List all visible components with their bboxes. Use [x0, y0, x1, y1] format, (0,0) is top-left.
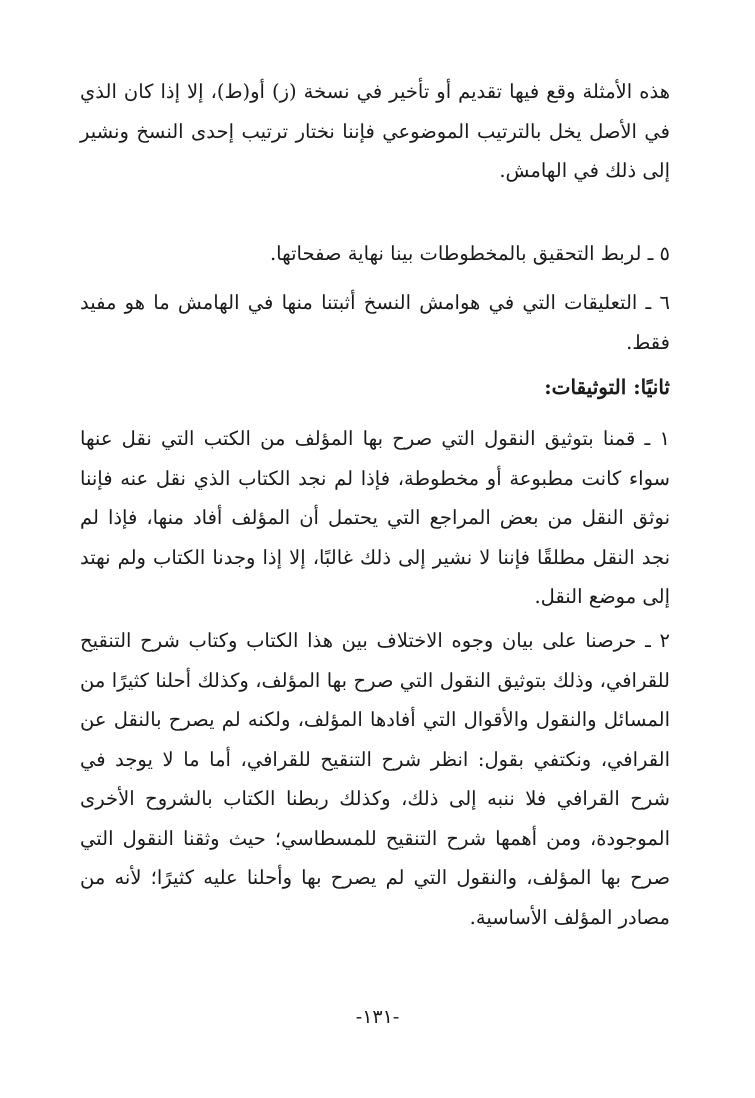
- list-item-5: ٥ ـ لربط التحقيق بالمخطوطات بينا نهاية صفحاتها.: [269, 242, 670, 265]
- page-number: -١٣١-: [355, 1006, 400, 1028]
- list-item-6: ٦ ـ التعليقات التي في هوامش النسخ أثبتنا منها في الهامش ما هو مفيد فقط.: [80, 291, 670, 354]
- tawthiq-item-1: ١ ـ قمنا بتوثيق النقول التي صرح بها المؤلف من الكتب التي نقل عنها سواء كانت مطبوعة أو مخطوطة، فإذا لم نجد الكتاب الذي نقل عنه فإننا نوثق النقل من بعض المراجع التي يحتمل أن المؤلف أفاد منها، فإذا لم نجد النقل مطلقًا فإننا لا نشير إلى ذلك غالبًا، إلا إذا وجدنا الكتاب ولم نهتد إلى موضع النقل.: [80, 427, 670, 608]
- section-heading-tawthiqat: ثانيًا: التوثيقات:: [544, 375, 670, 399]
- paragraph-continued: هذه الأمثلة وقع فيها تقديم أو تأخير في نسخة (ز) أو(ط)، إلا إذا كان الذي في الأصل يخل بالترتيب الموضوعي فإننا نختار ترتيب إحدى النسخ ونشير إلى ذلك في الهامش.: [80, 80, 670, 182]
- tawthiq-item-2: ٢ ـ حرصنا على بيان وجوه الاختلاف بين هذا الكتاب وكتاب شرح التنقيح للقرافي، وذلك بتوثيق النقول التي صرح بها المؤلف، وكذلك أحلنا كثيرًا من المسائل والنقول والأقوال التي أفادها المؤلف، ولكنه لم يصرح بالنقل عن القرافي، ونكتفي بقول: انظر شرح التنقيح للقرافي، أما ما لا يوجد في شرح القرافي فلا ننبه إلى ذلك، وكذلك ربطنا الكتاب بالشروح الأخرى الموجودة، ومن أهمها شرح التنقيح للمسطاسي؛ حيث وثقنا النقول التي صرح بها المؤلف، والنقول التي لم يصرح بها وأحلنا عليه كثيرًا؛ لأنه من مصادر المؤلف الأساسية.: [80, 629, 670, 929]
